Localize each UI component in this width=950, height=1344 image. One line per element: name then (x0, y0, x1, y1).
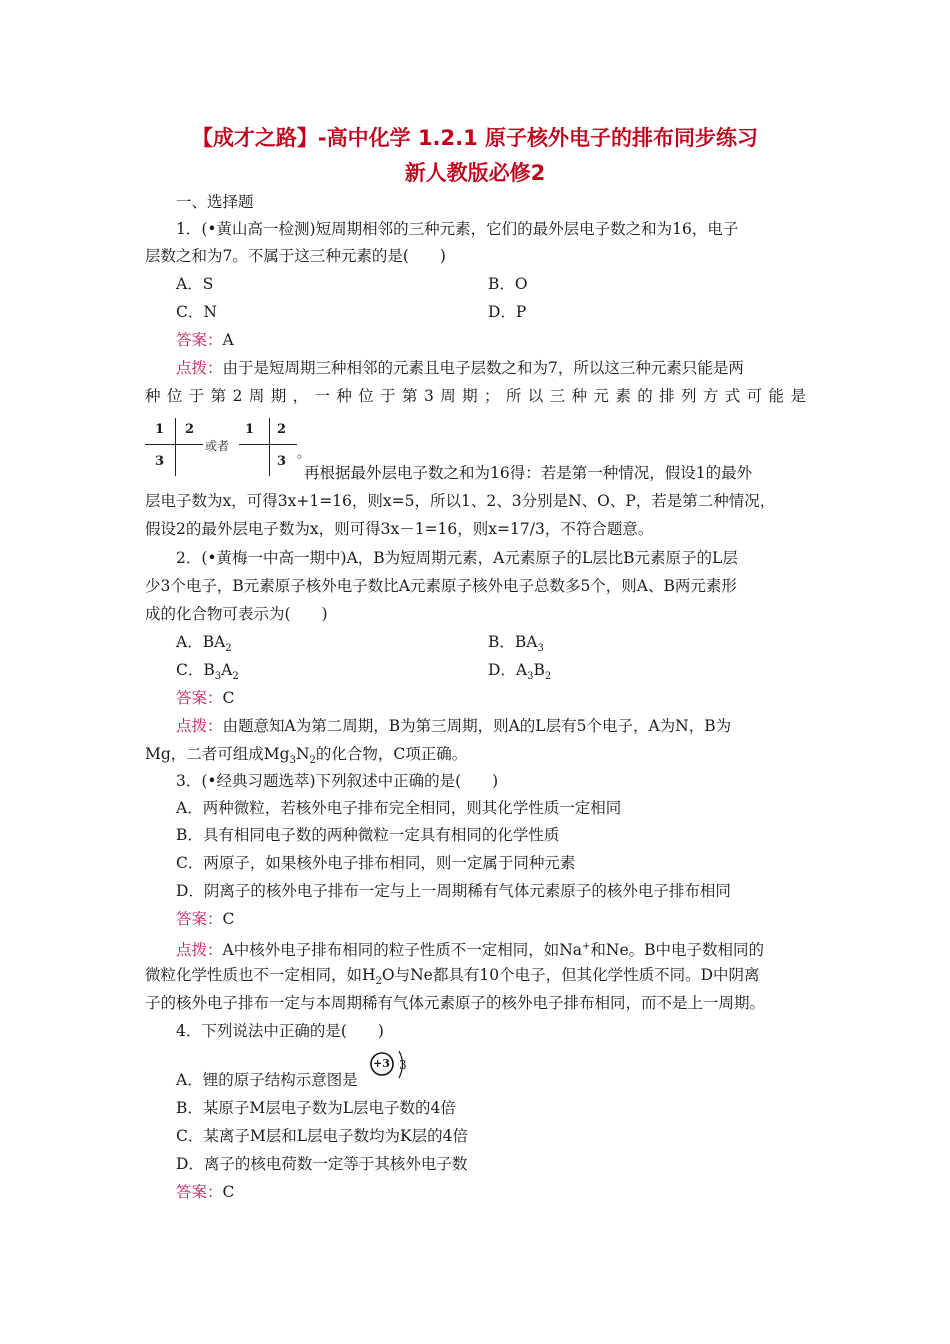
diagram-divider (269, 418, 270, 476)
hint-char: 三 (549, 387, 566, 405)
q2-answer (176, 688, 234, 708)
document-subtitle: 新人教版必修2 (404, 161, 546, 185)
q1-hint-line5: 假设2的最外层电子数为x，则可得3x－1=16，则x=17/3，不符合题意。 (145, 520, 654, 538)
diagram-divider (145, 444, 203, 445)
q4-answer (176, 1182, 234, 1202)
q1-hint-line3: 再根据最外层电子数之和为16得：若是第一种情况，假设1的最外 (304, 464, 753, 482)
q1-option-d: D．P (488, 303, 527, 321)
hint-char: 能 (768, 387, 785, 405)
hint-char: 期 (462, 387, 478, 405)
hint-char: 方 (702, 387, 719, 405)
q3-answer (176, 909, 234, 929)
q3-hint-line1: 点拨：A中核外电子排布相同的粒子性质不一定相同，如Na+和Ne。B中电子数相同的 (176, 941, 765, 960)
hint-char: ， (292, 387, 309, 405)
hint-char: 2 (232, 387, 243, 405)
diagram-period: 。 (297, 446, 311, 461)
hint-char: 第 (210, 387, 227, 405)
q4-option-c: C．某离子M层和L层电子数均为K层的4倍 (176, 1127, 468, 1145)
atom-nucleus: +3 (373, 1057, 390, 1070)
hint-char: 位 (166, 387, 183, 405)
hint-char: 周 (440, 387, 456, 405)
hint-char: ； (483, 387, 500, 405)
q4-stem: 4．下列说法中正确的是( ) (176, 1022, 384, 1040)
q1-hint-line4: 层电子数为x，可得3x+1=16，则x=5，所以1、2、3分别是N、O、P，若是第二种情况， (145, 492, 776, 510)
hint-char: 3 (423, 387, 434, 405)
q2-stem-line1: 2．(•黄梅一中高一期中)A，B为短周期元素，A元素原子的L层比B元素原子的L层 (176, 549, 738, 567)
q2-option-b: B．$BA_3$ (488, 633, 544, 655)
answer-label: 答案： (176, 689, 223, 707)
q3-option-d: D．阴离子的核外电子排布一定与上一周期稀有气体元素原子的核外电子排布相同 (176, 882, 731, 900)
diagram-divider (239, 444, 297, 445)
q4-option-d: D．离子的核电荷数一定等于其核外电子数 (176, 1155, 468, 1173)
diagram-3: 3 (155, 454, 165, 469)
hint-char: 是 (790, 387, 806, 405)
hint-char: 素 (615, 387, 631, 405)
hint-char: 排 (659, 387, 675, 405)
hint-char: 种 (336, 387, 352, 405)
hint-char: 于 (188, 387, 205, 405)
q1-hint-line1: 点拨：由于是短周期三种相邻的元素且电子层数之和为7，所以这三种元素只能是两 (176, 359, 744, 377)
q2-option-d: D．$A_3B_2$ (488, 661, 552, 683)
hint-char: 种 (145, 387, 161, 405)
hint-char: 列 (680, 387, 697, 405)
hint-char: 式 (724, 387, 741, 405)
q2-option-a: A．$BA_2$ (176, 633, 232, 655)
answer-value: A (222, 331, 234, 349)
answer-value: C (222, 910, 235, 928)
q2-stem-line2: 少3个电子，B元素原子核外电子数比A元素原子核外电子总数多5个，则A、B两元素形 (145, 577, 737, 595)
answer-label: 答案： (176, 910, 223, 928)
q1-hint-line2 (145, 386, 806, 406)
hint-char: 种 (571, 387, 588, 405)
q3-option-a: A．两种微粒，若核外电子排布完全相同，则其化学性质一定相同 (176, 799, 622, 817)
hint-char: 于 (380, 387, 396, 405)
hint-char: 元 (593, 387, 609, 405)
q1-answer (176, 330, 234, 350)
hint-char: 位 (358, 387, 374, 405)
arrangement-diagram (145, 416, 311, 478)
hint-char: 以 (527, 387, 544, 405)
q2-hint-line1: 点拨：由题意知A为第二周期，B为第三周期，则A的L层有5个电子，A为N，B为 (176, 717, 732, 735)
document-title: 【成才之路】-高中化学 1.2.1 原子核外电子的排布同步练习 (191, 126, 759, 150)
answer-value: C (222, 689, 235, 707)
diagram-2: 2 (185, 422, 195, 437)
hint-char: 第 (402, 387, 418, 405)
hint-char: 一 (314, 387, 330, 405)
hint-char: 所 (505, 387, 522, 405)
diagram-2b: 2 (277, 422, 287, 437)
q1-stem-line1: 1．(•黄山高一检测)短周期相邻的三种元素，它们的最外层电子数之和为16，电子 (176, 220, 739, 238)
hint-char: 周 (248, 387, 265, 405)
hint-label: 点拨： (176, 359, 223, 377)
q3-hint-line2: 微粒化学性质也不一定相同，如$H_2O$与Ne都具有10个电子，但其化学性质不同。D中阴离 (145, 966, 760, 988)
diagram-divider (175, 418, 176, 476)
hint-char: 期 (270, 387, 287, 405)
q1-stem-line2: 层数之和为7。不属于这三种元素的是( ) (145, 247, 446, 265)
q2-hint-line2: Mg，二者可组成$Mg_3N_2$的化合物，C项正确。 (145, 745, 468, 767)
atom-shell-electrons: 3 (399, 1058, 407, 1072)
q1-option-c: C．N (176, 303, 217, 321)
answer-label: 答案： (176, 1183, 223, 1201)
hint-char: 可 (746, 387, 763, 405)
q1-option-a: A．S (176, 275, 214, 293)
q4-option-a: A．锂的原子结构示意图是 (176, 1071, 358, 1089)
q2-stem-line3: 成的化合物可表示为( ) (145, 605, 328, 623)
hint-char: 的 (637, 387, 653, 405)
q3-hint-line3: 子的核外电子排布一定与本周期稀有气体元素原子的核外电子排布相同，而不是上一周期。 (145, 994, 766, 1012)
answer-value: C (222, 1183, 235, 1201)
diagram-3b: 3 (277, 454, 287, 469)
q1-option-b: B．O (488, 275, 528, 293)
q2-option-c: C．$B_3A_2$ (176, 661, 239, 683)
hint-label: 点拨： (176, 941, 223, 960)
diagram-1b: 1 (245, 422, 255, 437)
section-heading: 一、选择题 (176, 193, 254, 211)
hint-label: 点拨： (176, 717, 223, 735)
q3-option-c: C．两原子，如果核外电子排布相同，则一定属于同种元素 (176, 854, 576, 872)
diagram-or: 或者 (205, 439, 230, 453)
q3-option-b: B．具有相同电子数的两种微粒一定具有相同的化学性质 (176, 826, 560, 844)
q4-option-b: B．某原子M层电子数为L层电子数的4倍 (176, 1099, 456, 1117)
answer-label: 答案： (176, 331, 223, 349)
lithium-atom-diagram (368, 1048, 412, 1092)
q3-stem: 3．(•经典习题选萃)下列叙述中正确的是( ) (176, 772, 499, 790)
diagram-1: 1 (155, 422, 165, 437)
